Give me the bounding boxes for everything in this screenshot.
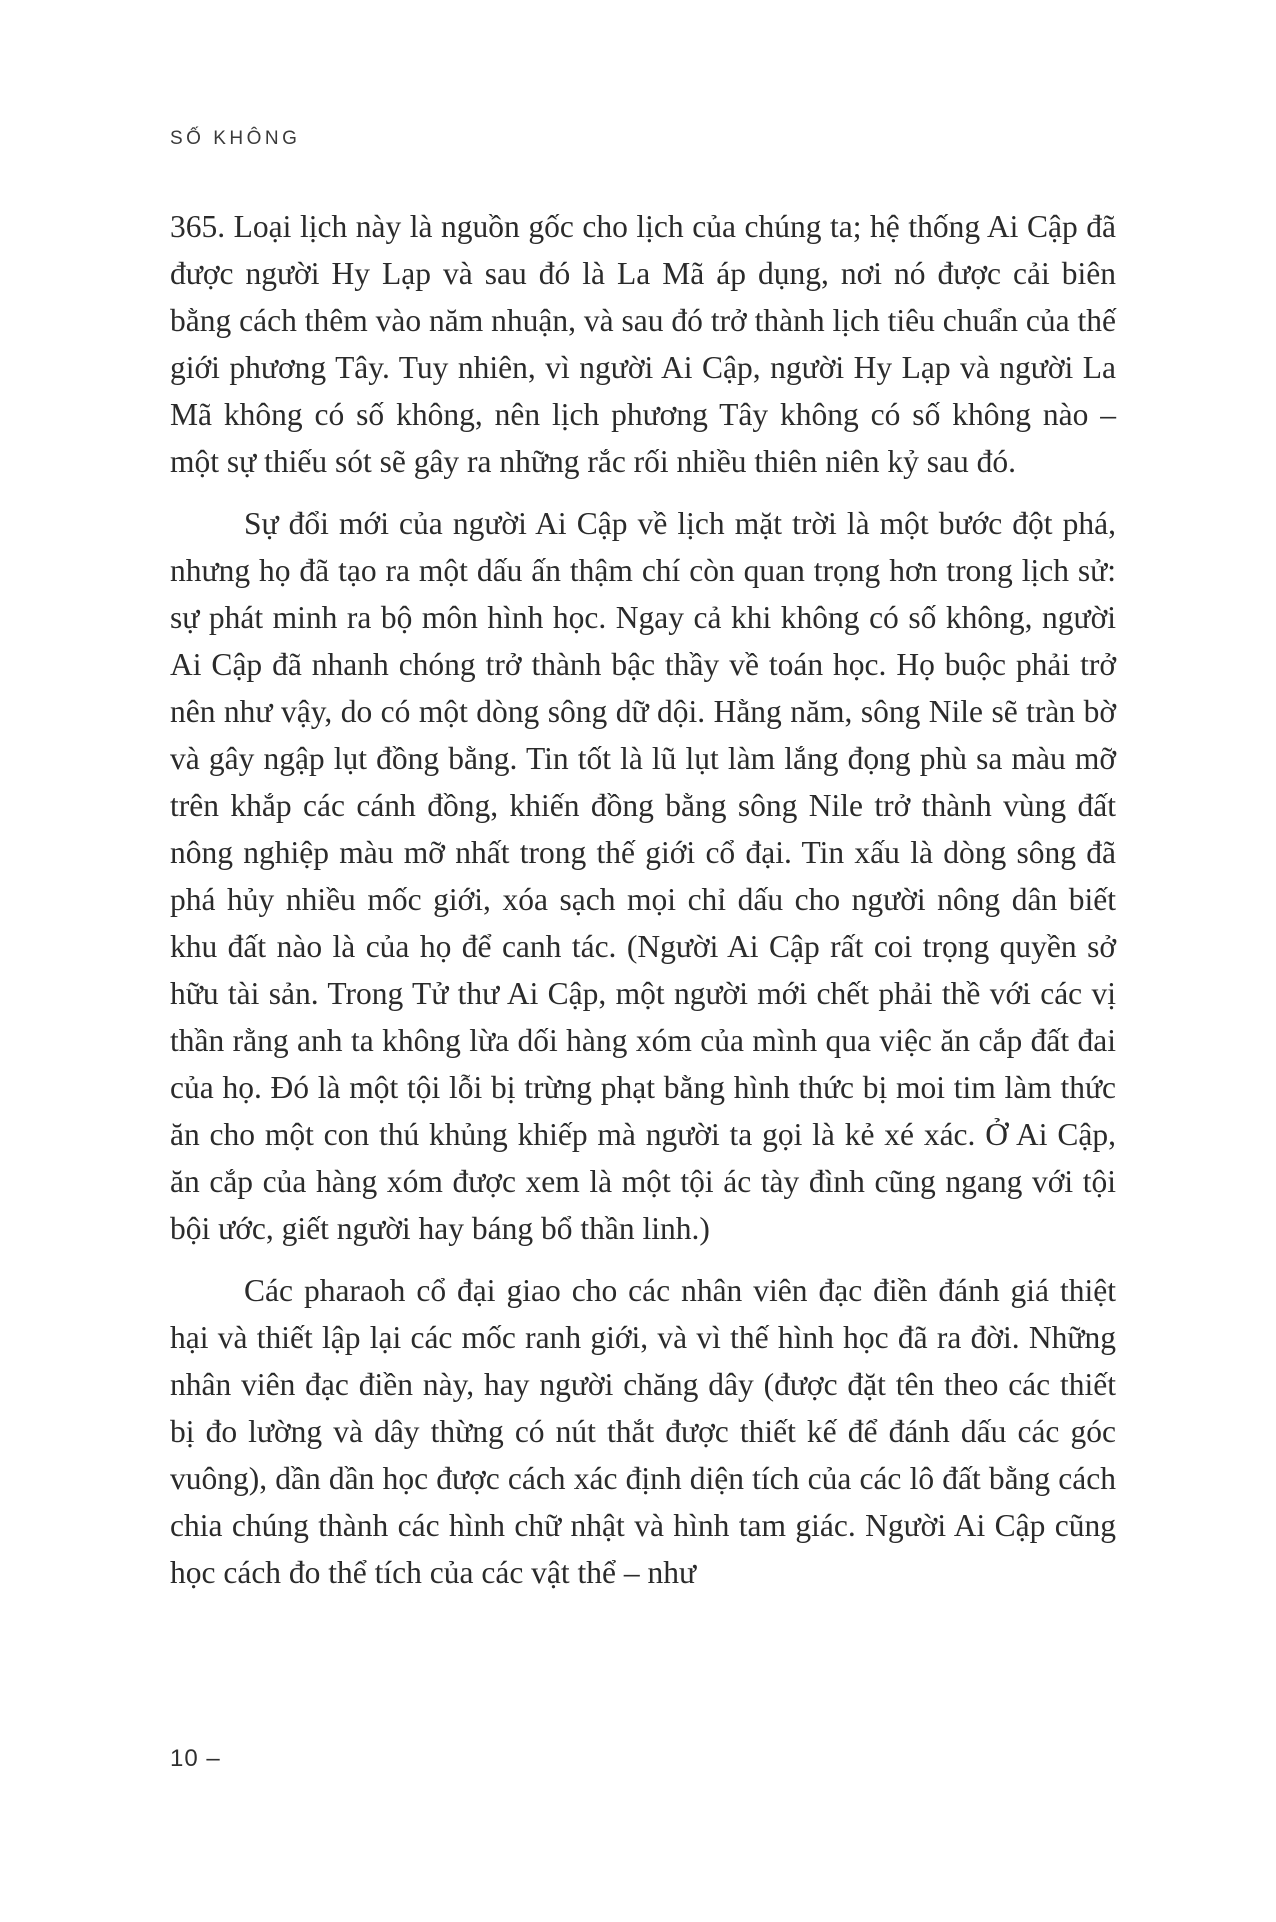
paragraph-pharaoh-surveyors: Các pharaoh cổ đại giao cho các nhân viên đạc điền đánh giá thiệt hại và thiết lập lại các mốc ranh giới, và vì thế hình học đã ra đời. Những nhân viên đạc điền này, hay người chăng dây (được đặt tên theo các thiết bị đo lường và dây thừng có nút thắt được thiết kế để đánh dấu các góc vuông), dần dần học được cách xác định diện tích của các lô đất bằng cách chia chúng thành các hình chữ nhật và hình tam giác. Người Ai Cập cũng học cách đo thể tích của các vật thể – như xyxy=(170,1273,1116,1590)
body-text xyxy=(170,203,1116,1596)
page-number: 10 – xyxy=(170,1745,221,1772)
paragraph-continuation: 365. Loại lịch này là nguồn gốc cho lịch của chúng ta; hệ thống Ai Cập đã được người Hy Lạp và sau đó là La Mã áp dụng, nơi nó được cải biên bằng cách thêm vào năm nhuận, và sau đó trở thành lịch tiêu chuẩn của thế giới phương Tây. Tuy nhiên, vì người Ai Cập, người Hy Lạp và người La Mã không có số không, nên lịch phương Tây không có số không nào – một sự thiếu sót sẽ gây ra những rắc rối nhiều thiên niên kỷ sau đó. xyxy=(170,209,1116,479)
running-head-title: SỐ KHÔNG xyxy=(170,128,301,149)
paragraph-egyptian-geometry: Sự đổi mới của người Ai Cập về lịch mặt trời là một bước đột phá, nhưng họ đã tạo ra một dấu ấn thậm chí còn quan trọng hơn trong lịch sử: sự phát minh ra bộ môn hình học. Ngay cả khi không có số không, người Ai Cập đã nhanh chóng trở thành bậc thầy về toán học. Họ buộc phải trở nên như vậy, do có một dòng sông dữ dội. Hằng năm, sông Nile sẽ tràn bờ và gây ngập lụt đồng bằng. Tin tốt là lũ lụt làm lắng đọng phù sa màu mỡ trên khắp các cánh đồng, khiến đồng bằng sông Nile trở thành vùng đất nông nghiệp màu mỡ nhất trong thế giới cổ đại. Tin xấu là dòng sông đã phá hủy nhiều mốc giới, xóa sạch mọi chỉ dấu cho người nông dân biết khu đất nào là của họ để canh tác. (Người Ai Cập rất coi trọng quyền sở hữu tài sản. Trong Tử thư Ai Cập, một người mới chết phải thề với các vị thần rằng anh ta không lừa dối hàng xóm của mình qua việc ăn cắp đất đai của họ. Đó là một tội lỗi bị trừng phạt bằng hình thức bị moi tim làm thức ăn cho một con thú khủng khiếp mà người ta gọi là kẻ xé xác. Ở Ai Cập, ăn cắp của hàng xóm được xem là một tội ác tày đình cũng ngang với tội bội ước, giết người hay báng bổ thần linh.) xyxy=(170,506,1116,1246)
